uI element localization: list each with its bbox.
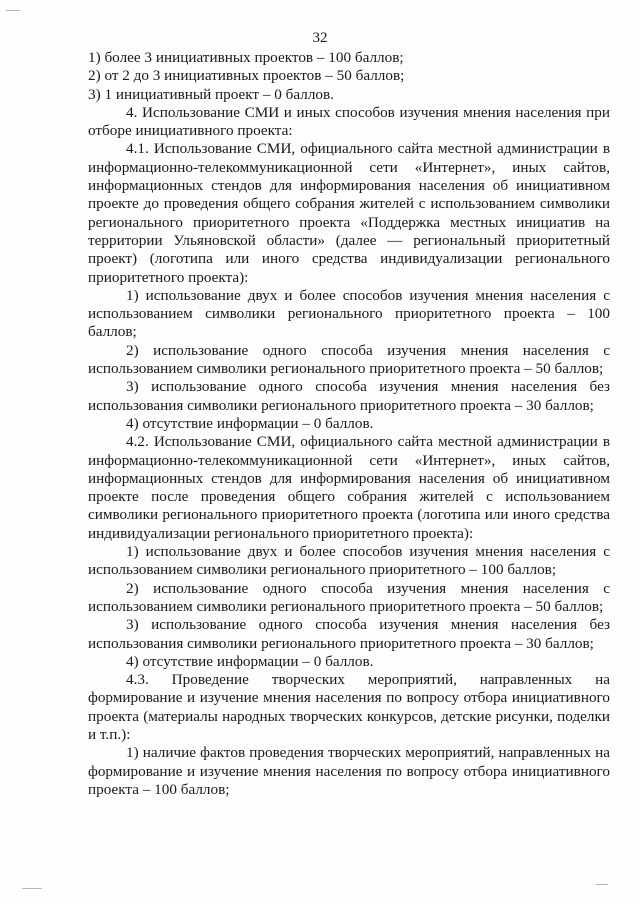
subsection-4-2-item-4: 4) отсутствие информации – 0 баллов. [126,652,374,670]
paragraph-criterion-3: 3) 1 инициативный проект – 0 баллов. [88,85,334,103]
section-4-heading: 4. Использование СМИ и иных способов изучения мнения населения при отборе инициативного проекта: [88,103,610,140]
subsection-4-2-item-2: 2) использование одного способа изучения мнения населения с использованием символики регионального приоритетного проекта – 50 баллов; [88,579,610,615]
subsection-4-2: 4.2. Использование СМИ, официального сайта местной администрации в информационно-телекоммуникационной сети «Интернет», иных сайтов, информационных стендов для информирования населения об инициативном проекте после проведения общего собрания жителей с использованием символики регионального приоритетного проекта (логотипа или иного средства индивидуализации регионального приоритетного проекта): [88,433,610,542]
subsection-4-1-item-3: 3) использование одного способа изучения мнения населения без использования символики регионального приоритетного проекта – 30 баллов; [88,378,610,414]
subsection-4-1-item-2: 2) использование одного способа изучения мнения населения с использованием символики регионального приоритетного проекта – 50 баллов; [88,341,610,378]
scan-artifact [596,884,608,885]
subsection-4-2-item-1: 1) использование двух и более способов изучения мнения населения с использованием символики регионального приоритетного – 100 баллов; [88,543,610,579]
subsection-4-2-item-3: 3) использование одного способа изучения мнения населения без использования символики регионального приоритетного проекта – 30 баллов; [88,616,610,652]
subsection-4-1-item-4: 4) отсутствие информации – 0 баллов. [126,414,374,432]
page-number: 32 [312,30,328,46]
document-body [88,49,610,799]
paragraph-criterion-1: 1) более 3 инициативных проектов – 100 баллов; [88,49,404,66]
scan-artifact [22,888,42,889]
paragraph-criterion-2: 2) от 2 до 3 инициативных проектов – 50 баллов; [88,67,405,85]
subsection-4-1: 4.1. Использование СМИ, официального сайта местной администрации в информационно-телекоммуникационной сети «Интернет», иных сайтов, информационных стендов для информирования населения об инициативном проекте до проведения общего собрания жителей с использованием символики регионального приоритетного проекта «Поддержка местных инициатив на территории Ульяновской области» (далее — региональный приоритетный проект) (логотипа или иного средства индивидуализации регионального приоритетного проекта): [88,140,610,286]
subsection-4-3-item-1: 1) наличие фактов проведения творческих мероприятий, направленных на формирование и изучение мнения населения по вопросу отбора инициативного проекта – 100 баллов; [88,744,610,798]
subsection-4-3: 4.3. Проведение творческих мероприятий, направленных на формирование и изучение мнения населения по вопросу отбора инициативного проекта (материалы народных творческих конкурсов, детские рисунки, поделки и т.п.): [88,671,610,743]
subsection-4-1-item-1: 1) использование двух и более способов изучения мнения населения с использованием символики регионального приоритетного проекта – 100 баллов; [88,286,610,341]
scan-artifact [6,10,20,11]
